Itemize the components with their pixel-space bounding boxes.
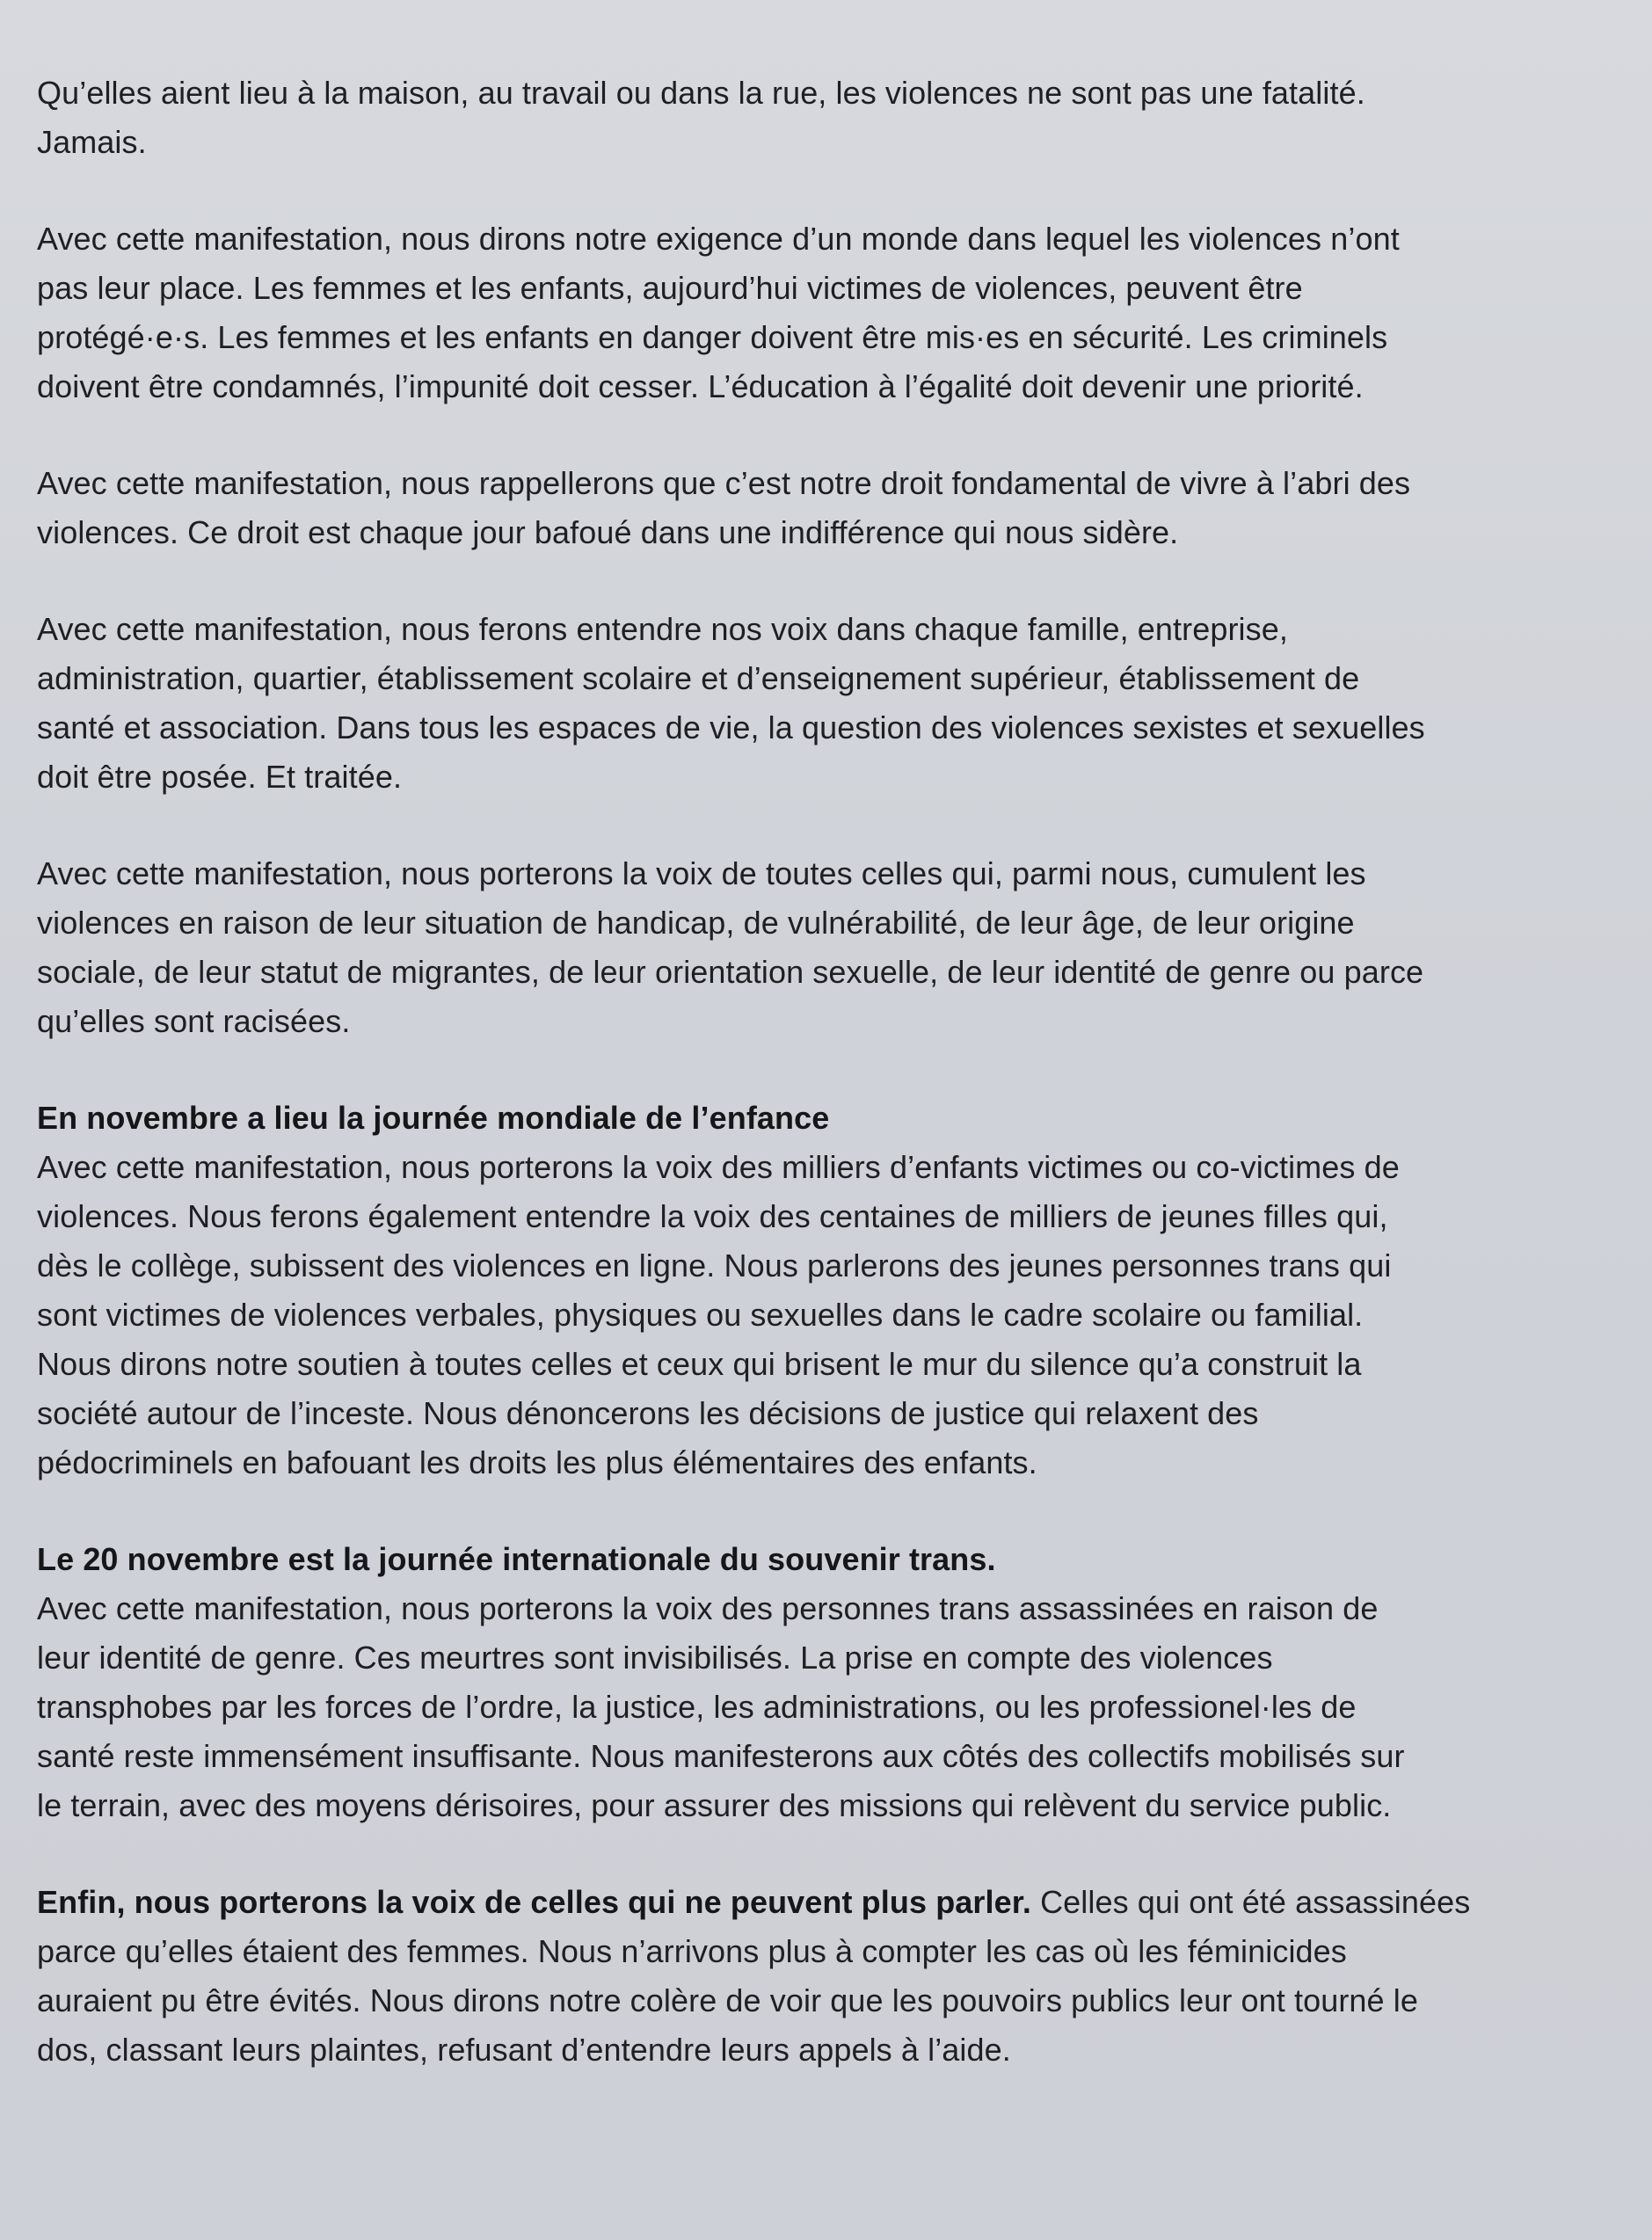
text-line: sociale, de leur statut de migrantes, de leur orientation sexuelle, de leur identité de genre ou parce — [37, 954, 1424, 990]
paragraph-droit-fondamental — [37, 459, 1599, 557]
text-line: Avec cette manifestation, nous rappellerons que c’est notre droit fondamental de vivre à l’abri des — [37, 465, 1411, 501]
text-line: doit être posée. Et traitée. — [37, 759, 403, 795]
lead-sentence: Enfin, nous porterons la voix de celles qui ne peuvent plus parler. — [37, 1884, 1031, 1920]
text-line: violences. Ce droit est chaque jour bafoué dans une indifférence qui nous sidère. — [37, 514, 1179, 550]
text-line-with-lead — [37, 1878, 1599, 1927]
text-line: parce qu’elles étaient des femmes. Nous n’arrivons plus à compter les cas où les féminicides — [37, 1933, 1347, 1969]
paragraph-nos-voix — [37, 605, 1599, 802]
text-line: pas leur place. Les femmes et les enfants, aujourd’hui victimes de violences, peuvent être — [37, 270, 1303, 306]
text-line: leur identité de genre. Ces meurtres sont invisibilisés. La prise en compte des violences — [37, 1640, 1273, 1676]
text-line: Avec cette manifestation, nous porterons la voix des personnes trans assassinées en raison de — [37, 1590, 1379, 1626]
text-line: administration, quartier, établissement scolaire et d’enseignement supérieur, établissement de — [37, 660, 1360, 696]
section-heading-enfance: En novembre a lieu la journée mondiale de l’enfance — [37, 1100, 830, 1136]
text-line: Nous dirons notre soutien à toutes celles et ceux qui brisent le mur du silence qu’a construit la — [37, 1346, 1362, 1382]
text-line: doivent être condamnés, l’impunité doit cesser. L’éducation à l’égalité doit devenir une priorité. — [37, 368, 1364, 404]
text-line: le terrain, avec des moyens dérisoires, pour assurer des missions qui relèvent du service public. — [37, 1787, 1392, 1823]
paragraph-enfance — [37, 1094, 1599, 1487]
paragraph-intro — [37, 69, 1599, 167]
text-line: Avec cette manifestation, nous porterons la voix de toutes celles qui, parmi nous, cumulent les — [37, 855, 1366, 891]
text-line: sont victimes de violences verbales, physiques ou sexuelles dans le cadre scolaire ou familial. — [37, 1297, 1364, 1333]
text-line: pédocriminels en bafouant les droits les plus élémentaires des enfants. — [37, 1444, 1037, 1480]
text-line: société autour de l’inceste. Nous dénoncerons les décisions de justice qui relaxent des — [37, 1395, 1259, 1431]
text-line: santé et association. Dans tous les espaces de vie, la question des violences sexistes et sexuelles — [37, 709, 1425, 745]
text-line: santé reste immensément insuffisante. Nous manifesterons aux côtés des collectifs mobilisés sur — [37, 1738, 1405, 1774]
section-heading-souvenir-trans: Le 20 novembre est la journée internationale du souvenir trans. — [37, 1541, 996, 1577]
text-line: Qu’elles aient lieu à la maison, au travail ou dans la rue, les violences ne sont pas une fatalité. — [37, 75, 1365, 111]
text-line: transphobes par les forces de l’ordre, la justice, les administrations, ou les professionel·les de — [37, 1689, 1357, 1725]
text-line: dos, classant leurs plaintes, refusant d’entendre leurs appels à l’aide. — [37, 2032, 1011, 2068]
text-line: Jamais. — [37, 124, 147, 160]
paragraph-souvenir-trans — [37, 1535, 1599, 1830]
text-line: auraient pu être évités. Nous dirons notre colère de voir que les pouvoirs publics leur ont tourné le — [37, 1982, 1418, 2018]
text-line: Avec cette manifestation, nous porterons la voix des milliers d’enfants victimes ou co-victimes de — [37, 1149, 1400, 1185]
text-line: violences. Nous ferons également entendre la voix des centaines de milliers de jeunes filles qui, — [37, 1198, 1388, 1234]
paragraph-cumul-violences — [37, 849, 1599, 1046]
text-line: Avec cette manifestation, nous dirons notre exigence d’un monde dans lequel les violences n’ont — [37, 221, 1400, 257]
text-line: dès le collège, subissent des violences en ligne. Nous parlerons des jeunes personnes trans qui — [37, 1247, 1392, 1284]
text-line: protégé·e·s. Les femmes et les enfants en danger doivent être mis·es en sécurité. Les criminels — [37, 319, 1388, 355]
text-line: Avec cette manifestation, nous ferons entendre nos voix dans chaque famille, entreprise, — [37, 611, 1288, 647]
text-line: qu’elles sont racisées. — [37, 1003, 351, 1039]
paragraph-exigence — [37, 215, 1599, 411]
paragraph-feminicides — [37, 1878, 1599, 2075]
lead-continuation: Celles qui ont été assassinées — [1030, 1884, 1471, 1920]
text-line: violences en raison de leur situation de handicap, de vulnérabilité, de leur âge, de leur origine — [37, 905, 1355, 941]
